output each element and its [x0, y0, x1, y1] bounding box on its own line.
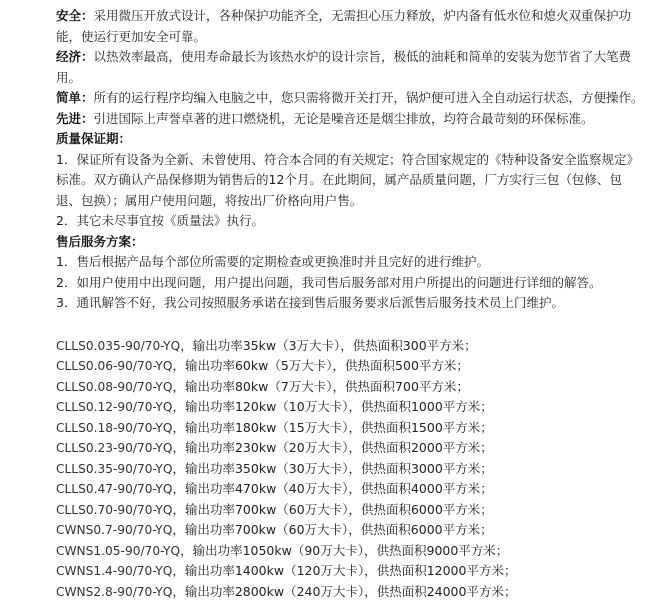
model-row [56, 500, 646, 521]
model-code: CLLS0.035-90/70-YQ [56, 339, 180, 353]
model-row [56, 438, 646, 459]
service-item: 3．通讯解答不好，我公司按照服务承诺在接到售后服务要求后派售后服务技术员上门维护。 [56, 293, 646, 314]
model-code: CWNS1.4-90/70-YQ [56, 564, 172, 578]
feature-advanced [56, 109, 646, 130]
model-code: CLLS0.08-90/70-YQ [56, 380, 172, 394]
model-desc: ，输出功率35kw（3万大卡），供热面积300平方米； [180, 338, 476, 353]
service-item: 1．售后根据产品每个部位所需要的定期检查或更换准时并且完好的进行维护。 [56, 252, 646, 273]
model-row [56, 561, 646, 582]
model-desc: ，输出功率1400kw（120万大卡），供热面积12000平方米； [172, 563, 516, 578]
model-row [56, 377, 646, 398]
model-row [56, 397, 646, 418]
model-code: CWNS1.05-90/70-YQ [56, 544, 180, 558]
product-document [56, 6, 646, 602]
model-row [56, 459, 646, 480]
model-code: CLLS0.18-90/70-YQ [56, 421, 172, 435]
warranty-item: 1．保证所有设备为全新、未曾使用、符合本合同的有关规定；符合国家规定的《特种设备安全监察规定》标准。双方确认产品保修期为销售后的12个月。在此期间，属产品质量问题，厂方实行三包（包修、包退、包换）；属用户使用问题，将按出厂价格向用户售。 [56, 150, 646, 212]
model-row [56, 336, 646, 357]
model-row [56, 520, 646, 541]
model-desc: ，输出功率180kw（15万大卡），供热面积1500平方米； [172, 420, 492, 435]
model-row [56, 418, 646, 439]
model-code: CLLS0.23-90/70-YQ [56, 441, 172, 455]
feature-text: 引进国际上声誉卓著的进口燃烧机，无论是噪音还是烟尘排放，均符合最苛刻的环保标准。 [94, 111, 594, 126]
feature-economy [56, 47, 646, 88]
service-heading: 售后服务方案： [56, 232, 646, 253]
model-code: CWNS2.8-90/70-YQ [56, 585, 172, 599]
model-desc: ，输出功率80kw（7万大卡），供热面积700平方米； [172, 379, 468, 394]
warranty-item: 2．其它未尽事宜按《质量法》执行。 [56, 211, 646, 232]
model-code: CLLS0.35-90/70-YQ [56, 462, 172, 476]
feature-simple [56, 88, 646, 109]
feature-text: 所有的运行程序均编入电脑之中，您只需将微开关打开，锅炉便可进入全自动运行状态，方便操作。 [94, 90, 644, 105]
model-list [56, 336, 646, 602]
model-desc: ，输出功率60kw（5万大卡），供热面积500平方米； [172, 358, 468, 373]
model-row [56, 479, 646, 500]
model-desc: ，输出功率2800kw（240万大卡），供热面积24000平方米； [172, 584, 516, 599]
model-desc: ，输出功率700kw（60万大卡），供热面积6000平方米； [172, 502, 492, 517]
model-row [56, 541, 646, 562]
model-code: CLLS0.47-90/70-YQ [56, 482, 172, 496]
feature-text: 以热效率最高，使用寿命最长为该热水炉的设计宗旨，极低的油耗和简单的安装为您节省了大笔费用。 [56, 49, 631, 85]
model-desc: ，输出功率350kw（30万大卡），供热面积3000平方米； [172, 461, 492, 476]
feature-term: 经济： [56, 49, 94, 64]
warranty-heading: 质量保证期： [56, 129, 646, 150]
feature-term: 安全： [56, 8, 94, 23]
model-row [56, 582, 646, 602]
model-desc: ，输出功率700kw（60万大卡），供热面积6000平方米； [172, 522, 492, 537]
feature-text: 采用微压开放式设计，各种保护功能齐全，无需担心压力释放，炉内备有低水位和熄火双重保护功能，使运行更加安全可靠。 [56, 8, 631, 44]
feature-term: 先进： [56, 111, 94, 126]
model-code: CWNS0.7-90/70-YQ [56, 523, 172, 537]
model-desc: ，输出功率230kw（20万大卡），供热面积2000平方米； [172, 440, 492, 455]
model-desc: ，输出功率470kw（40万大卡），供热面积4000平方米； [172, 481, 492, 496]
feature-term: 简单： [56, 90, 94, 105]
section-spacer [56, 314, 646, 336]
model-desc: ，输出功率120kw（10万大卡），供热面积1000平方米； [172, 399, 492, 414]
model-code: CLLS0.06-90/70-YQ [56, 359, 172, 373]
model-code: CLLS0.70-90/70-YQ [56, 503, 172, 517]
feature-safety [56, 6, 646, 47]
model-code: CLLS0.12-90/70-YQ [56, 400, 172, 414]
model-desc: ，输出功率1050kw（90万大卡），供热面积9000平方米； [180, 543, 508, 558]
service-item: 2．如用户使用中出现问题，用户提出问题，我司售后服务部对用户所提出的问题进行详细的解答。 [56, 273, 646, 294]
model-row [56, 356, 646, 377]
